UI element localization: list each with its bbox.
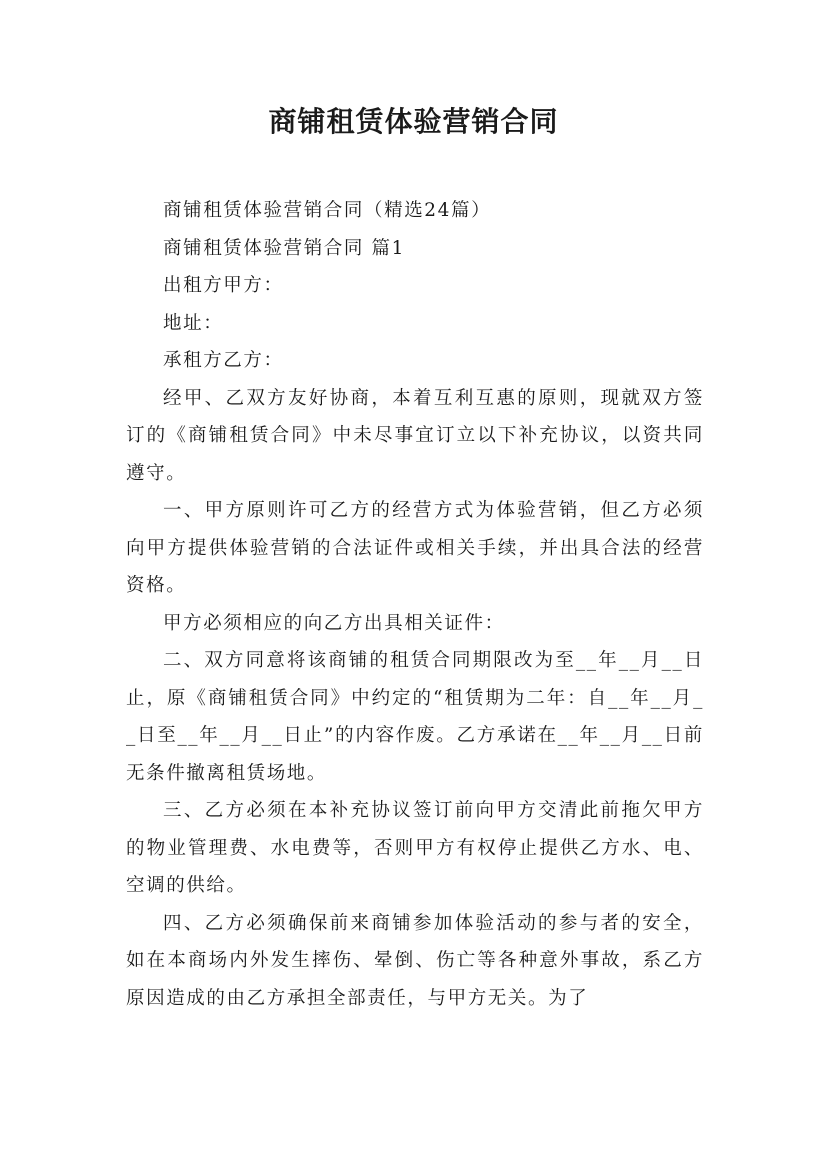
paragraph-section-heading: 商铺租赁体验营销合同 篇1 — [163, 237, 405, 259]
paragraph-address: 地址： — [163, 312, 224, 334]
paragraph-subtitle: 商铺租赁体验营销合同（精选24篇） — [163, 200, 492, 221]
paragraph-lessor: 出租方甲方： — [163, 275, 284, 296]
paragraph-clause-2: 二、双方同意将该商铺的租赁合同期限改为至__年__月__日止，原《商铺租赁合同》中约定的“租赁期为二年：自__年__月__日至__年__月__日止”的内容作废。乙方承诺在__年__月__日前无条件撤离租赁场地。 — [126, 650, 704, 784]
paragraph-preamble: 经甲、乙双方友好协商，本着互利互惠的原则，现就双方签订的《商铺租赁合同》中未尽事宜订立以下补充协议，以资共同遵守。 — [126, 387, 704, 484]
paragraph-certificates: 甲方必须相应的向乙方出具相关证件： — [163, 612, 505, 634]
document-body — [126, 192, 704, 1017]
paragraph-clause-1: 一、甲方原则许可乙方的经营方式为体验营销，但乙方必须向甲方提供体验营销的合法证件或相关手续，并出具合法的经营资格。 — [126, 500, 704, 596]
paragraph-clause-3: 三、乙方必须在本补充协议签订前向甲方交清此前拖欠甲方的物业管理费、水电费等，否则甲方有权停止提供乙方水、电、空调的供给。 — [126, 800, 704, 896]
paragraph-lessee: 承租方乙方： — [163, 350, 284, 371]
paragraph-clause-4: 四、乙方必须确保前来商铺参加体验活动的参与者的安全，如在本商场内外发生摔伤、晕倒、伤亡等各种意外事故，系乙方原因造成的由乙方承担全部责任，与甲方无关。为了 — [126, 912, 704, 1009]
document-title: 商铺租赁体验营销合同 — [268, 105, 559, 138]
